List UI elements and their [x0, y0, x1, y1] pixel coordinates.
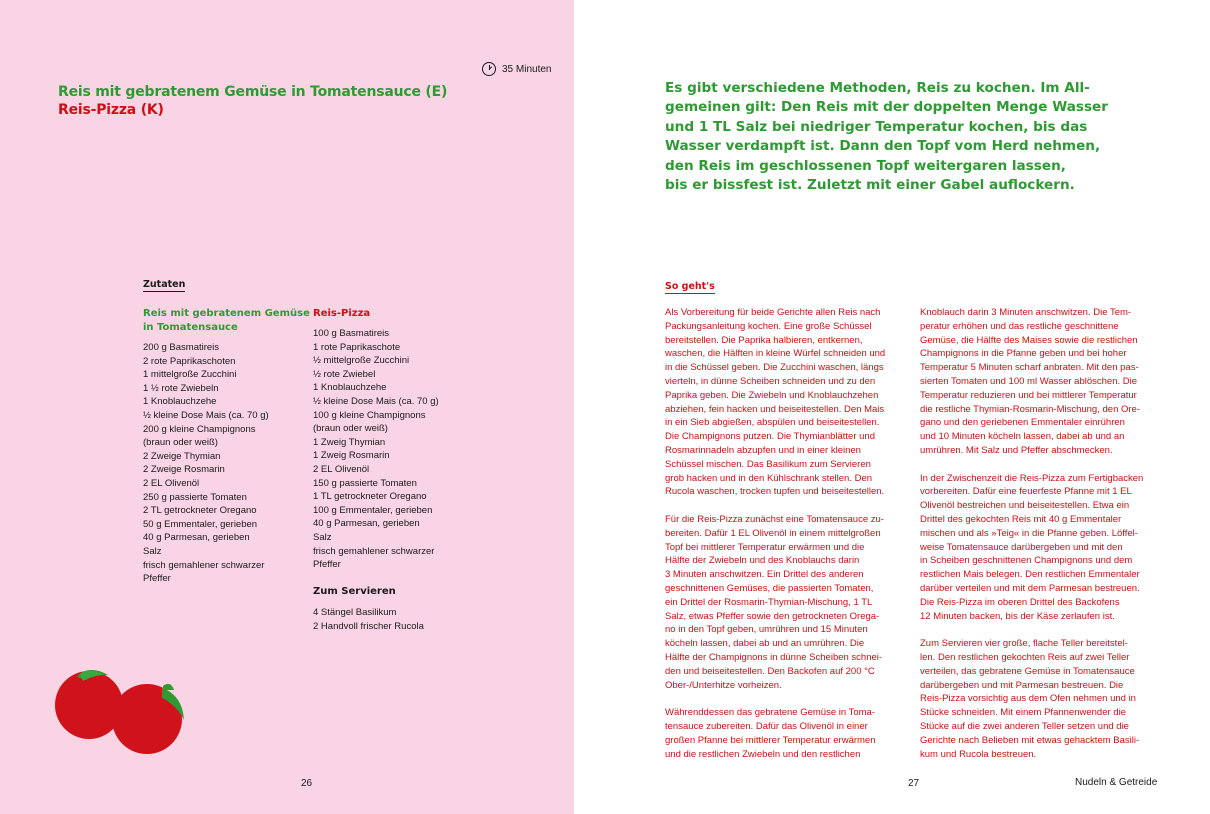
ingredient-item: 200 g Basmatireis	[143, 342, 220, 353]
ingredients-col1-list	[143, 341, 269, 586]
steps-header: So geht's	[665, 281, 715, 292]
step-line: kum und Rucola bestreuen.	[920, 748, 1037, 760]
clock-icon	[482, 62, 496, 76]
ingredient-item: (braun oder weiß)	[143, 437, 218, 449]
step-line: waschen, die Hälften in kleine Würfel schneiden und	[665, 348, 886, 360]
step-line: verteilen, das gebratene Gemüse in Tomatensauce	[920, 665, 1135, 677]
step-line: Olivenöl bestreichen und beiseitestellen. Etwa ein	[920, 500, 1130, 512]
step-paragraph	[665, 706, 905, 761]
ingredient-item: ½ kleine Dose Mais (ca. 70 g)	[313, 395, 439, 407]
step-line: 12 Minuten backen, bis der Käse zerlaufen ist.	[920, 610, 1115, 622]
step-line: Drittel des gekochten Reis mit 40 g Emmentaler	[920, 513, 1122, 525]
step-line: Die Champignons putzen. Die Thymianblätter und	[665, 431, 875, 443]
step-line: Temperatur reduzieren und bei mittlerer Temperatur	[920, 389, 1137, 401]
step-line: Reis-Pizza vorsichtig aus dem Ofen nehmen und in	[920, 693, 1136, 705]
step-paragraph	[665, 513, 905, 692]
ingredient-item: 40 g Parmesan, gerieben	[313, 518, 420, 530]
ingredient-item: Pfeffer	[143, 573, 171, 585]
ingredient-item: Salz	[143, 545, 162, 557]
step-line: bereiten. Dafür 1 EL Olivenöl in einem mittelgroßen	[665, 527, 881, 539]
step-line: restlichen Mais belegen. Den restlichen Emmentaler	[920, 569, 1140, 581]
ingredients-col1-title	[143, 307, 310, 335]
ingredients-header: Zutaten	[143, 279, 186, 290]
step-paragraph	[665, 306, 905, 499]
ingredient-item: 1 mittelgroße Zucchini	[143, 369, 237, 381]
ingredient-item: 2 EL Olivenöl	[313, 463, 370, 475]
ingredient-item: 1 ½ rote Zwiebeln	[143, 382, 219, 394]
ingredient-item: 100 g Emmentaler, gerieben	[313, 504, 433, 516]
ingredient-item: 100 g Basmatireis	[313, 328, 390, 339]
serving-title: Zum Servieren	[313, 586, 396, 597]
step-line: Rucola waschen, trocken tupfen und beiseitestellen.	[665, 486, 885, 498]
intro-line: bis er bissfest ist. Zuletzt mit einer Gabel auflockern.	[665, 177, 1075, 194]
recipe-title-green: Reis mit gebratenem Gemüse in Tomatensauce (E)	[58, 84, 448, 100]
step-line: geschnittenen Gemüses, die passierten Tomaten,	[665, 582, 874, 594]
cooking-time	[482, 62, 551, 76]
step-line: gano und den geriebenen Emmentaler einrühren	[920, 417, 1125, 429]
step-line: Hälfte der Zwiebeln und des Knoblauchs darin	[665, 555, 860, 567]
step-line: ein Drittel der Rosmarin-Thymian-Mischung, 1 TL	[665, 596, 873, 608]
intro-text	[665, 79, 1108, 195]
step-line: Zum Servieren vier große, flache Teller bereitstel-	[920, 638, 1128, 650]
step-line: Währenddessen das gebratene Gemüse in Toma-	[665, 707, 876, 719]
step-line: Salz, etwas Pfeffer sowie den getrockneten Orega-	[665, 610, 880, 622]
step-line: Rosmarinnadeln abzupfen und in einer kleinen	[665, 444, 861, 456]
ingredient-item: Pfeffer	[313, 559, 341, 571]
step-line: Die Reis-Pizza im oberen Drittel des Backofens	[920, 596, 1120, 608]
step-line: no in den Topf geben, umrühren und 15 Minuten	[665, 624, 868, 636]
ingredient-item: 2 EL Olivenöl	[143, 477, 200, 489]
ingredient-item: 2 Zweige Rosmarin	[143, 464, 225, 476]
step-line: peratur erhöhen und das restliche geschnittene	[920, 320, 1119, 332]
step-line: vierteln, in dünne Scheiben schneiden und zu den	[665, 375, 876, 387]
intro-line: und 1 TL Salz bei niedriger Temperatur kochen, bis das	[665, 118, 1088, 135]
step-line: in ein Sieb abgießen, abspülen und beiseitestellen.	[665, 417, 880, 429]
step-line: tensauce zubereiten. Dafür das Olivenöl in einer	[665, 720, 868, 732]
step-line: Knoblauch darin 3 Minuten anschwitzen. Die Tem-	[920, 307, 1132, 318]
step-line: umrühren. Mit Salz und Pfeffer abschmecken.	[920, 444, 1113, 456]
serving-item: 4 Stängel Basilikum	[313, 607, 397, 618]
ingredients-col2-list	[313, 327, 439, 572]
ingredient-item: 2 rote Paprikaschoten	[143, 355, 236, 367]
step-line: Champignons in die Pfanne geben und bei hoher	[920, 348, 1127, 360]
ingredient-item: 100 g kleine Champignons	[313, 409, 426, 421]
ingredients-col1-title-line: in Tomatensauce	[143, 322, 238, 333]
ingredient-item: 150 g passierte Tomaten	[313, 477, 417, 489]
intro-line: Es gibt verschiedene Methoden, Reis zu kochen. Im All-	[665, 80, 1090, 96]
step-line: Stücke schneiden. Mit einem Pfannenwender die	[920, 707, 1126, 719]
step-line: weise Tomatensauce darübergeben und mit den	[920, 541, 1123, 553]
step-line: mischen und als »Teig« in die Pfanne geben. Löffel-	[920, 527, 1138, 539]
step-line: sierten Tomaten und 100 ml Wasser ablöschen. Die	[920, 375, 1138, 387]
step-line: In der Zwischenzeit die Reis-Pizza zum Fertigbacken	[920, 472, 1144, 484]
step-line: bereitstellen. Die Paprika halbieren, entkernen,	[665, 334, 863, 346]
ingredient-item: 1 TL getrockneter Oregano	[313, 491, 427, 503]
ingredient-item: 2 TL getrockneter Oregano	[143, 505, 257, 517]
step-line: grob hacken und in den Kühlschrank stellen. Den	[665, 472, 873, 484]
ingredient-item: 40 g Parmesan, gerieben	[143, 532, 250, 544]
step-line: großen Pfanne bei mittlerer Temperatur erwärmen	[665, 734, 876, 746]
tomato-illustration	[50, 660, 190, 760]
step-line: abziehen, fein hacken und beiseitestellen. Den Mais	[665, 403, 885, 415]
step-line: Stücke auf die zwei anderen Teller setzen und die	[920, 720, 1129, 732]
step-line: Topf bei mittlerer Temperatur erwärmen und die	[665, 541, 865, 553]
serving-list	[313, 606, 424, 633]
step-line: 3 Minuten anschwitzen. Ein Drittel des anderen	[665, 569, 864, 581]
step-line: Schüssel mischen. Das Basilikum zum Servieren	[665, 458, 871, 470]
step-line: Gemüse, die Hälfte des Maises sowie die restlichen	[920, 334, 1138, 346]
ingredients-col1-title-line: Reis mit gebratenem Gemüse	[143, 308, 310, 319]
ingredient-item: 1 Knoblauchzehe	[313, 382, 387, 394]
steps-column-2	[920, 306, 1160, 775]
step-paragraph	[920, 306, 1160, 458]
ingredient-item: 1 Zweig Thymian	[313, 436, 386, 448]
serving-item: 2 Handvoll frischer Rucola	[313, 620, 424, 632]
ingredients-col2-title: Reis-Pizza	[313, 308, 371, 319]
step-line: Paprika geben. Die Zwiebeln und Knoblauchzehen	[665, 389, 879, 401]
ingredient-item: 2 Zweige Thymian	[143, 450, 221, 462]
cooking-time-label: 35 Minuten	[502, 63, 552, 75]
ingredient-item: 250 g passierte Tomaten	[143, 491, 247, 503]
step-line: Gerichte nach Belieben mit etwas gehacktem Basili-	[920, 734, 1140, 746]
step-line: in Scheiben geschnittenen Champignons und dem	[920, 555, 1133, 567]
step-line: und 10 Minuten köcheln lassen, dabei ab und an	[920, 431, 1125, 443]
ingredient-item: 200 g kleine Champignons	[143, 423, 256, 435]
left-page	[0, 0, 574, 814]
page-number-left: 26	[301, 778, 313, 789]
step-line: köcheln lassen, dabei ab und an umrühren. Die	[665, 638, 865, 650]
step-line: und die restlichen Zwiebeln und den restlichen	[665, 748, 861, 760]
section-footer: Nudeln & Getreide	[1075, 777, 1158, 788]
ingredient-item: Salz	[313, 531, 332, 543]
step-line: Für die Reis-Pizza zunächst eine Tomatensauce zu-	[665, 513, 884, 525]
ingredient-item: (braun oder weiß)	[313, 423, 388, 435]
ingredient-item: 50 g Emmentaler, gerieben	[143, 518, 258, 530]
ingredient-item: frisch gemahlener schwarzer	[313, 545, 435, 557]
step-line: len. Den restlichen gekochten Reis auf zwei Teller	[920, 651, 1130, 663]
intro-line: Wasser verdampft ist. Dann den Topf vom Herd nehmen,	[665, 138, 1101, 155]
step-line: darüber verteilen und mit dem Parmesan bestreuen.	[920, 582, 1140, 594]
ingredient-item: ½ kleine Dose Mais (ca. 70 g)	[143, 409, 269, 421]
step-line: den und beiseitestellen. Den Backofen auf 200 °C	[665, 665, 875, 677]
page-number-right: 27	[908, 778, 920, 789]
steps-column-1	[665, 306, 905, 775]
step-line: Temperatur 5 Minuten scharf anbraten. Mit den pas-	[920, 362, 1139, 374]
ingredient-item: 1 Knoblauchzehe	[143, 396, 217, 408]
intro-line: den Reis im geschlossenen Topf weitergaren lassen,	[665, 157, 1066, 174]
step-paragraph	[920, 637, 1160, 761]
ingredient-item: 1 rote Paprikaschote	[313, 341, 401, 353]
ingredient-item: ½ mittelgroße Zucchini	[313, 355, 410, 367]
step-line: Hälfte der Champignons in dünne Scheiben schnei-	[665, 651, 883, 663]
step-line: Ober-/Unterhitze vorheizen.	[665, 679, 782, 691]
step-line: Als Vorbereitung für beide Gerichte allen Reis nach	[665, 307, 881, 318]
ingredient-item: frisch gemahlener schwarzer	[143, 559, 265, 571]
intro-line: gemeinen gilt: Den Reis mit der doppelten Menge Wasser	[665, 99, 1108, 116]
step-line: darübergeben und mit Parmesan bestreuen. Die	[920, 679, 1124, 691]
step-line: Packungsanleitung kochen. Eine große Schüssel	[665, 320, 872, 332]
step-line: die restliche Thymian-Rosmarin-Mischung, den Ore-	[920, 403, 1140, 415]
step-paragraph	[920, 472, 1160, 624]
step-line: vorbereiten. Dafür eine feuerfeste Pfanne mit 1 EL	[920, 486, 1132, 498]
step-line: in die Schüssel geben. Die Zucchini waschen, längs	[665, 362, 884, 374]
ingredient-item: 1 Zweig Rosmarin	[313, 450, 390, 462]
recipe-title-red: Reis-Pizza (K)	[58, 102, 164, 118]
ingredient-item: ½ rote Zwiebel	[313, 368, 376, 380]
